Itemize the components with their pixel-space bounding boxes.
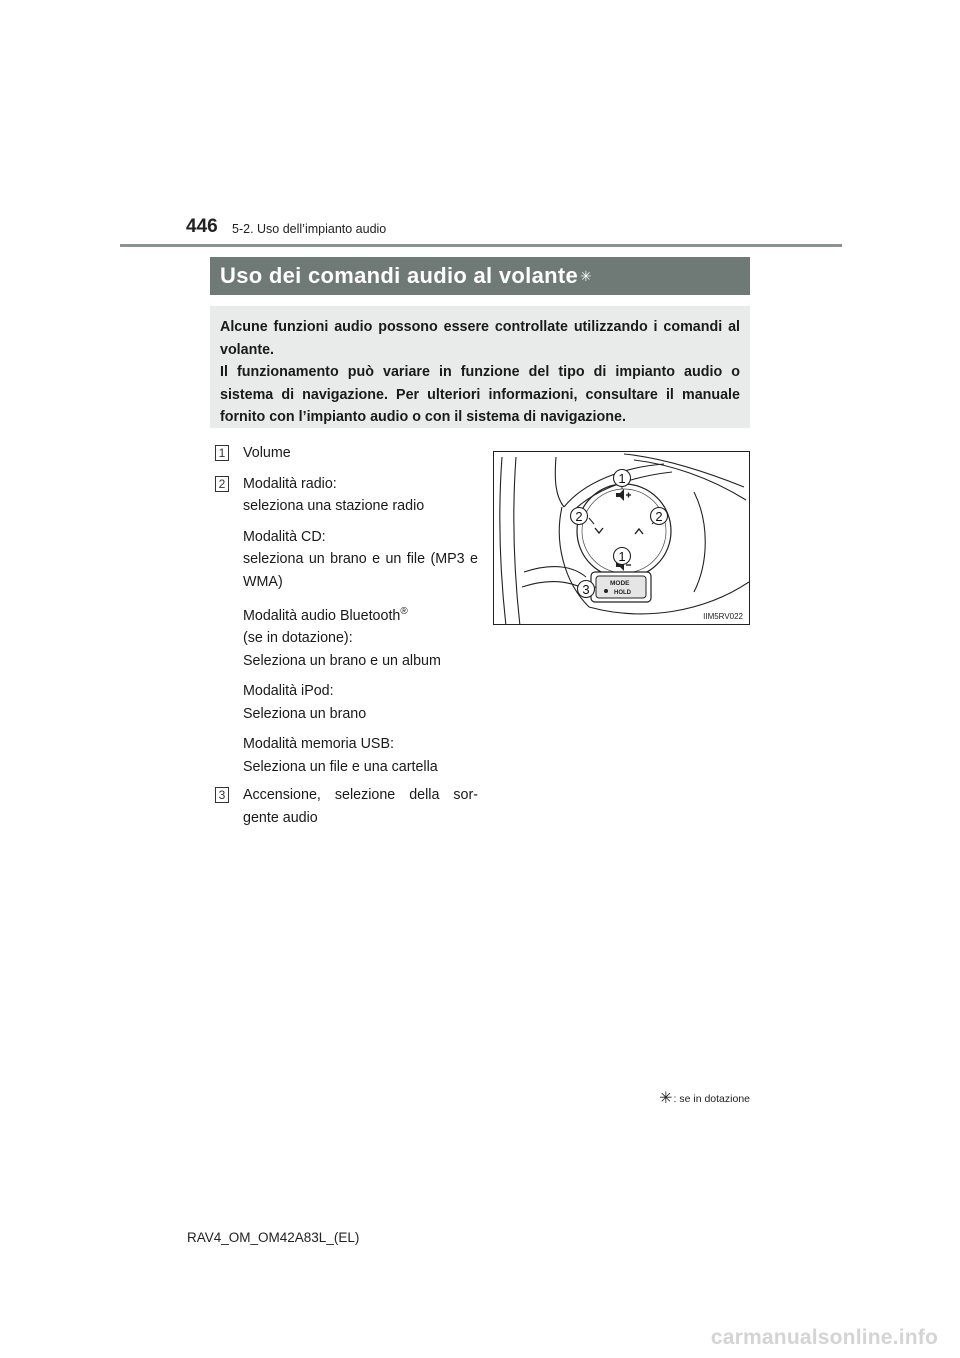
footnote-text: : se in dotazione bbox=[673, 1093, 750, 1105]
watermark: carmanualsonline.info bbox=[710, 1326, 938, 1349]
item-number-badge: 3 bbox=[215, 787, 229, 803]
bluetooth-mode-title: Modalità audio Bluetooth bbox=[243, 607, 401, 624]
radio-mode-text: Modalità radio: seleziona una stazione radio bbox=[243, 475, 425, 514]
callout-right: 2 bbox=[655, 509, 663, 524]
section-path: 5-2. Uso dell’impianto audio bbox=[232, 222, 387, 236]
header-rule bbox=[120, 244, 842, 247]
bluetooth-mode-text bbox=[243, 601, 478, 672]
callout-mode: 3 bbox=[582, 582, 590, 597]
item-1-text: Volume bbox=[243, 445, 291, 461]
intro-paragraph-1: Alcune funzioni audio possono essere controllate utilizzando i comandi al volante. bbox=[220, 319, 740, 358]
bluetooth-mode-detail: (se in dotazione): Seleziona un brano e un album bbox=[243, 630, 441, 669]
registered-mark: ® bbox=[400, 606, 408, 617]
item-number-badge: 2 bbox=[215, 476, 229, 492]
steering-wheel-illustration bbox=[494, 452, 750, 625]
callout-bottom: 1 bbox=[618, 549, 626, 564]
intro-box bbox=[210, 306, 750, 428]
list-item-1 bbox=[215, 442, 478, 465]
usb-mode-text: Modalità memoria USB: Seleziona un file e una cartella bbox=[243, 736, 438, 775]
list-item-3 bbox=[215, 784, 478, 829]
steering-wheel-controls-figure bbox=[493, 451, 750, 625]
figure-code: IIM5RV022 bbox=[703, 612, 743, 621]
document-code: RAV4_OM_OM42A83L_(EL) bbox=[187, 1230, 360, 1245]
mode-button-label: MODE bbox=[610, 580, 630, 587]
page-number: 446 bbox=[186, 216, 218, 237]
cd-mode-text: Modalità CD: seleziona un brano e un file (MP3 e WMA) bbox=[243, 528, 478, 590]
hold-button-label: HOLD bbox=[614, 590, 631, 596]
optional-marker-icon: ✳ bbox=[580, 267, 592, 284]
callout-left: 2 bbox=[575, 509, 583, 524]
section-title-bar bbox=[210, 257, 750, 295]
item-list bbox=[215, 442, 478, 837]
section-title: Uso dei comandi audio al volante bbox=[220, 263, 579, 288]
item-number-badge: 1 bbox=[215, 445, 229, 461]
intro-paragraph-2: Il funzionamento può variare in funzione del tipo di impianto audio o sistema di navigazione. Per ulteriori informazioni, consultare il manuale fornito con l’impianto audio o con il sistema di navigazione. bbox=[220, 364, 740, 425]
callout-top: 1 bbox=[618, 471, 626, 486]
item-3-text: Accensione, selezione della sor-gente audio bbox=[243, 787, 478, 826]
footnote bbox=[659, 1088, 750, 1108]
ipod-mode-text: Modalità iPod: Seleziona un brano bbox=[243, 683, 367, 722]
list-item-2 bbox=[215, 473, 478, 779]
footnote-marker-icon: ✳ bbox=[659, 1090, 673, 1107]
